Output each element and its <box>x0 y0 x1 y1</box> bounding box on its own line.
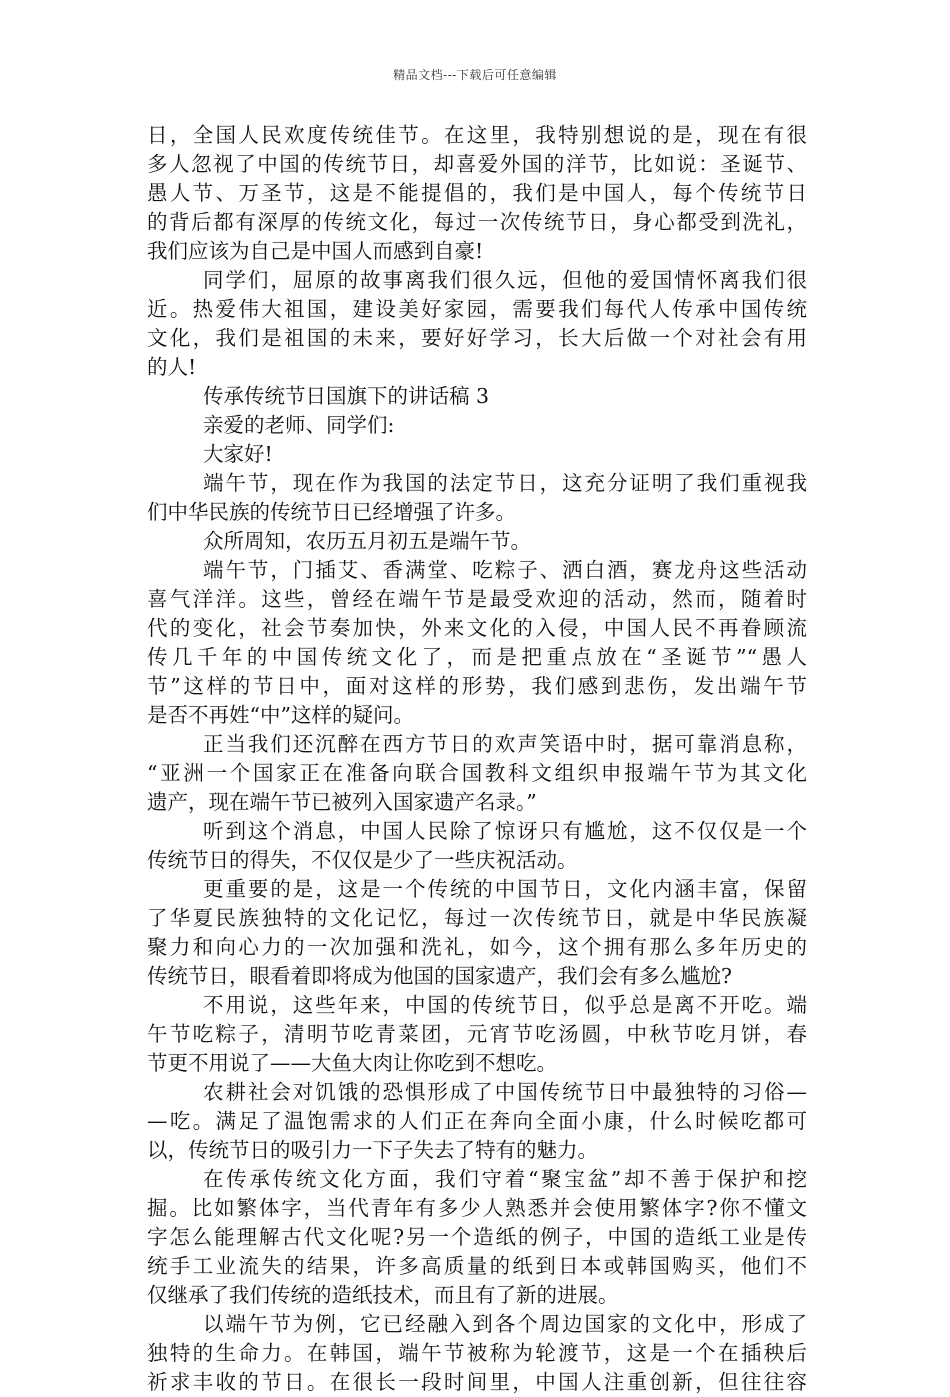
paragraph <box>147 411 807 440</box>
text-line: 同学们，屈原的故事离我们很久远，但他的爱国情怀离我们很 <box>203 268 807 292</box>
text-line: 亲爱的老师、同学们: <box>203 413 395 437</box>
text-line: 正当我们还沉醉在西方节日的欢声笑语中时，据可靠消息称， <box>203 732 807 756</box>
paragraph <box>147 382 807 411</box>
paragraph <box>147 527 807 556</box>
text-line: 喜气洋洋。这些，曾经在端午节是最受欢迎的活动，然而，随着时 <box>147 587 807 611</box>
paragraph <box>147 266 807 382</box>
text-line: 代的变化，社会节奏加快，外来文化的入侵，中国人民不再眷顾流 <box>147 616 807 640</box>
text-line: —吃。满足了温饱需求的人们正在奔向全面小康，什么时候吃都可 <box>147 1109 807 1133</box>
text-line: 的人! <box>147 355 197 379</box>
paragraph <box>147 469 807 527</box>
text-line: 独特的生命力。在韩国，端午节被称为轮渡节，这是一个在插秧后 <box>147 1341 807 1365</box>
text-line: 传统节日的得失，不仅仅是少了一些庆祝活动。 <box>147 848 578 872</box>
text-line: 节”这样的节日中，面对这样的形势，我们感到悲伤，发出端午节 <box>147 674 807 698</box>
text-line: 听到这个消息，中国人民除了惊讶只有尴尬，这不仅仅是一个 <box>203 819 807 843</box>
text-line: 农耕社会对饥饿的恐惧形成了中国传统节日中最独特的习俗— <box>203 1080 807 1104</box>
text-line: 日，全国人民欢度传统佳节。在这里，我特别想说的是，现在有很 <box>147 123 807 147</box>
paragraph <box>147 1310 807 1397</box>
text-line: 愚人节、万圣节，这是不能提倡的，我们是中国人，每个传统节日 <box>147 181 807 205</box>
text-line: 众所周知，农历五月初五是端午节。 <box>203 529 531 553</box>
paragraph <box>147 875 807 991</box>
text-line: 以，传统节日的吸引力一下子失去了特有的魅力。 <box>147 1138 598 1162</box>
text-line: 的背后都有深厚的传统文化，每过一次传统节日，身心都受到洗礼， <box>147 210 807 234</box>
text-line: “亚洲一个国家正在准备向联合国教科文组织申报端午节为其文化 <box>147 761 807 785</box>
paragraph <box>147 440 807 469</box>
text-line: 传承传统节日国旗下的讲话稿 3 <box>203 384 490 408</box>
text-line: 祈求丰收的节日。在很长一段时间里，中国人注重创新，但往往容 <box>147 1370 807 1394</box>
text-line: 不用说，这些年来，中国的传统节日，似乎总是离不开吃。端 <box>203 993 807 1017</box>
text-line: 更重要的是，这是一个传统的中国节日，文化内涵丰富，保留 <box>203 877 807 901</box>
text-line: 聚力和向心力的一次加强和洗礼，如今，这个拥有那么多年历史的 <box>147 935 807 959</box>
text-line: 午节吃粽子，清明节吃青菜团，元宵节吃汤圆，中秋节吃月饼，春 <box>147 1022 807 1046</box>
text-line: 传几千年的中国传统文化了，而是把重点放在“圣诞节”“愚人 <box>147 645 807 669</box>
paragraph <box>147 1078 807 1165</box>
text-line: 仅继承了我们传统的造纸技术，而且有了新的进展。 <box>147 1283 619 1307</box>
paragraph <box>147 1165 807 1310</box>
text-line: 端午节，门插艾、香满堂、吃粽子、洒白酒，赛龙舟这些活动 <box>203 558 807 582</box>
text-line: 统手工业流失的结果，许多高质量的纸到日本或韩国购买，他们不 <box>147 1254 807 1278</box>
paragraph <box>147 817 807 875</box>
text-line: 传统节日，眼看着即将成为他国的国家遗产，我们会有多么尴尬? <box>147 964 732 988</box>
text-line: 大家好! <box>203 442 273 466</box>
text-line: 遗产，现在端午节已被列入国家遗产名录。” <box>147 790 537 814</box>
text-line: 以端午节为例，它已经融入到各个周边国家的文化中，形成了 <box>203 1312 807 1336</box>
paragraph <box>147 556 807 730</box>
text-line: 是否不再姓“中”这样的疑问。 <box>147 703 414 727</box>
paragraph <box>147 730 807 817</box>
text-line: 节更不用说了——大鱼大肉让你吃到不想吃。 <box>147 1051 557 1075</box>
text-line: 近。热爱伟大祖国，建设美好家园，需要我们每代人传承中国传统 <box>147 297 807 321</box>
text-line: 多人忽视了中国的传统节日，却喜爱外国的洋节，比如说：圣诞节、 <box>147 152 807 176</box>
text-line: 我们应该为自己是中国人而感到自豪! <box>147 239 484 263</box>
text-line: 字怎么能理解古代文化呢?另一个造纸的例子，中国的造纸工业是传 <box>147 1225 807 1249</box>
text-line: 了华夏民族独特的文化记忆，每过一次传统节日，就是中华民族凝 <box>147 906 807 930</box>
paragraph <box>147 121 807 266</box>
text-line: 文化，我们是祖国的未来，要好好学习，长大后做一个对社会有用 <box>147 326 807 350</box>
text-line: 在传承传统文化方面，我们守着“聚宝盆”却不善于保护和挖 <box>203 1167 807 1191</box>
text-line: 端午节，现在作为我国的法定节日，这充分证明了我们重视我 <box>203 471 807 495</box>
paragraph <box>147 991 807 1078</box>
text-line: 们中华民族的传统节日已经增强了许多。 <box>147 500 516 524</box>
text-line: 掘。比如繁体字，当代青年有多少人熟悉并会使用繁体字?你不懂文 <box>147 1196 807 1220</box>
page-header: 精品文档---下载后可任意编辑 <box>393 68 557 82</box>
document-body <box>147 121 807 1397</box>
